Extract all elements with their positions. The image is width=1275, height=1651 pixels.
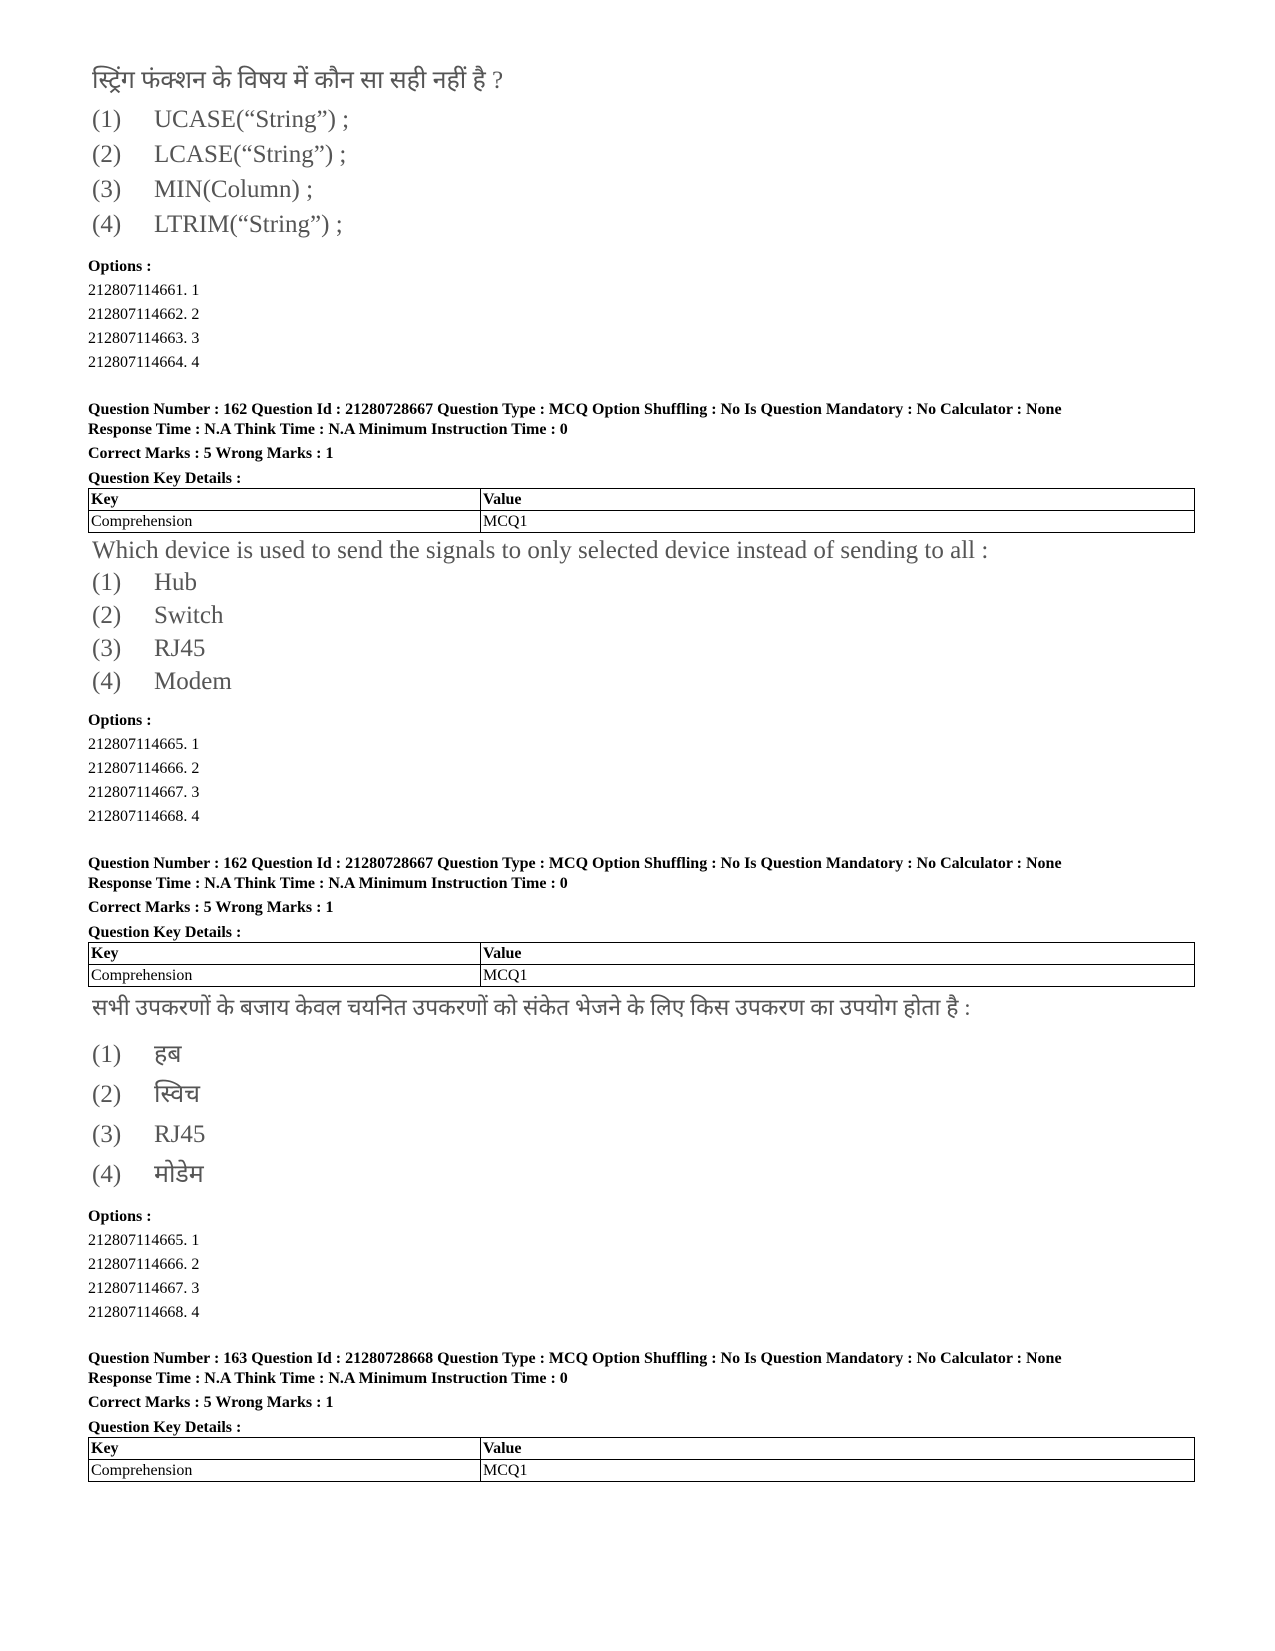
question-option: (3) RJ45	[92, 1121, 206, 1148]
question-option: (3) MIN(Column) ;	[92, 176, 314, 203]
question-stem: सभी उपकरणों के बजाय केवल चयनित उपकरणों को संकेत भेजने के लिए किस उपकरण का उपयोग होता है :	[92, 995, 971, 1020]
value-cell: MCQ1	[481, 965, 1195, 987]
key-cell: Comprehension	[89, 965, 481, 987]
key-header: Key	[89, 1438, 481, 1460]
option-id: 212807114661. 1	[88, 282, 200, 299]
question-meta-line: Question Number : 163 Question Id : 21280728668 Question Type : MCQ Option Shuffling : No Is Question Mandatory : No Calculator : None	[88, 1350, 1062, 1367]
question-stem: स्ट्रिंग फंक्शन के विषय में कौन सा सही नहीं है ?	[92, 67, 504, 94]
question-meta-line: Question Number : 162 Question Id : 21280728667 Question Type : MCQ Option Shuffling : No Is Question Mandatory : No Calculator : None	[88, 855, 1062, 872]
options-header: Options :	[88, 258, 152, 275]
table-row	[89, 1460, 1195, 1482]
marks-line: Correct Marks : 5 Wrong Marks : 1	[88, 899, 334, 916]
question-image-string-function	[92, 66, 503, 242]
option-id: 212807114667. 3	[88, 1280, 200, 1297]
question-option: (1) UCASE(“String”) ;	[92, 106, 350, 133]
question-option: (3) RJ45	[92, 635, 206, 662]
question-option: (4) LTRIM(“String”) ;	[92, 211, 343, 238]
value-cell: MCQ1	[481, 1460, 1195, 1482]
question-image-device-en	[92, 536, 988, 698]
key-header: Key	[89, 489, 481, 511]
options-list	[88, 1205, 199, 1325]
question-meta-line: Response Time : N.A Think Time : N.A Minimum Instruction Time : 0	[88, 1370, 568, 1387]
question-meta-line: Response Time : N.A Think Time : N.A Minimum Instruction Time : 0	[88, 875, 568, 892]
marks-line: Correct Marks : 5 Wrong Marks : 1	[88, 1394, 334, 1411]
marks-line: Correct Marks : 5 Wrong Marks : 1	[88, 445, 334, 462]
option-id: 212807114662. 2	[88, 306, 200, 323]
options-list	[88, 255, 199, 375]
option-id: 212807114668. 4	[88, 808, 200, 825]
option-id: 212807114665. 1	[88, 736, 200, 753]
key-cell: Comprehension	[89, 511, 481, 533]
table-row	[89, 965, 1195, 987]
question-option: (2) Switch	[92, 602, 224, 629]
question-option: (1) Hub	[92, 569, 198, 596]
option-id: 212807114666. 2	[88, 760, 200, 777]
question-option: (4) Modem	[92, 668, 232, 695]
key-details-label: Question Key Details :	[88, 924, 242, 941]
value-cell: MCQ1	[481, 511, 1195, 533]
option-id: 212807114665. 1	[88, 1232, 200, 1249]
question-key-table	[88, 488, 1195, 533]
question-option: (4) मोडेम	[92, 1161, 204, 1188]
table-header-row	[89, 1438, 1195, 1460]
option-id: 212807114668. 4	[88, 1304, 200, 1321]
value-header: Value	[481, 489, 1195, 511]
option-id: 212807114666. 2	[88, 1256, 200, 1273]
value-header: Value	[481, 943, 1195, 965]
table-row	[89, 511, 1195, 533]
question-meta-line: Response Time : N.A Think Time : N.A Minimum Instruction Time : 0	[88, 421, 568, 438]
question-option: (1) हब	[92, 1041, 182, 1068]
option-id: 212807114663. 3	[88, 330, 200, 347]
option-id: 212807114664. 4	[88, 354, 200, 371]
key-details-label: Question Key Details :	[88, 1419, 242, 1436]
key-details-label: Question Key Details :	[88, 470, 242, 487]
question-key-table	[88, 1437, 1195, 1482]
value-header: Value	[481, 1438, 1195, 1460]
options-header: Options :	[88, 712, 152, 729]
key-header: Key	[89, 943, 481, 965]
question-meta-line: Question Number : 162 Question Id : 21280728667 Question Type : MCQ Option Shuffling : No Is Question Mandatory : No Calculator : None	[88, 401, 1062, 418]
options-list	[88, 709, 199, 829]
question-meta	[88, 854, 1188, 944]
question-image-device-hi	[92, 993, 971, 1195]
question-option: (2) LCASE(“String”) ;	[92, 141, 347, 168]
table-header-row	[89, 943, 1195, 965]
key-cell: Comprehension	[89, 1460, 481, 1482]
question-option: (2) स्विच	[92, 1081, 200, 1108]
table-header-row	[89, 489, 1195, 511]
options-header: Options :	[88, 1208, 152, 1225]
question-key-table	[88, 942, 1195, 987]
question-stem: Which device is used to send the signals to only selected device instead of sending to all :	[92, 537, 989, 564]
question-meta	[88, 400, 1188, 490]
option-id: 212807114667. 3	[88, 784, 200, 801]
question-meta	[88, 1349, 1188, 1439]
